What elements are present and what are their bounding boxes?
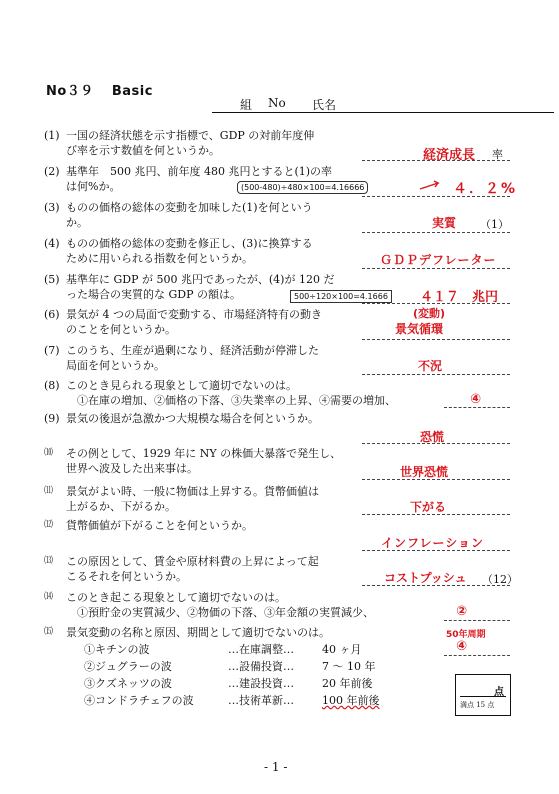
arrow-icon <box>418 179 448 191</box>
cycle-row <box>84 692 380 709</box>
question-number: (4) <box>44 237 60 250</box>
question-number: ⑽ <box>44 448 54 458</box>
answer-4: ＧＤＰデフレーター <box>380 253 497 267</box>
cycle-cause: …在庫調整… <box>228 643 294 656</box>
question-text: は何%か。 <box>66 180 121 193</box>
calculation-note: (500-480)÷480×100=4.16666 <box>237 181 368 194</box>
question-text: このうち、生産が過剰になり、経済活動が停滞した <box>66 344 319 357</box>
answer-3: 実質 <box>432 216 457 230</box>
question-text: った場合の実質的な GDP の額は。 <box>66 288 241 301</box>
worksheet-number: No３９ <box>46 84 94 99</box>
question-number: ⑿ <box>44 520 54 530</box>
question-text: 世界へ波及した出来事は。 <box>66 462 198 475</box>
answer-1-suffix: 率 <box>492 148 503 161</box>
question-text: ものの価格の総体の変動を修正し、(3)に換算する <box>66 237 313 250</box>
question-text: ものの価格の総体の変動を加味した(1)を何という <box>66 201 313 214</box>
answer-10: 世界恐慌 <box>400 465 449 479</box>
answer-5: ４１７ 兆円 <box>420 290 499 305</box>
question-text: 貨幣価値が下がることを何というか。 <box>66 519 253 532</box>
question-text: 局面を何というか。 <box>66 359 165 372</box>
question-text: 一国の経済状態を示す指標で、GDP の対前年度伸 <box>66 129 315 142</box>
answer-line <box>444 655 510 656</box>
score-max-label: 満点 15 点 <box>460 701 495 709</box>
name-label: 氏名 <box>312 98 337 112</box>
question-text: この原因として、賃金や原材料費の上昇によって起 <box>66 555 319 568</box>
cycle-row <box>84 658 376 675</box>
question-number: (2) <box>44 165 60 178</box>
question-text: 景気がよい時、一般に物価は上昇する。貨幣価値は <box>66 485 319 498</box>
name-field-row <box>212 95 554 113</box>
cycle-cause: …技術革新… <box>228 694 294 707</box>
cycle-period: 40 ヶ月 <box>322 643 362 656</box>
cycle-row <box>84 641 362 658</box>
answer-line <box>362 339 510 340</box>
question-number: (8) <box>44 379 60 392</box>
answer-13: コストプッシュ <box>384 571 467 585</box>
question-text: び率を示す数値を何というか。 <box>66 144 220 157</box>
question-text: このとき起こる現象として適切でないのは。 <box>66 591 286 604</box>
answer-line <box>362 232 510 233</box>
question-number: (5) <box>44 273 60 286</box>
answer-line <box>444 620 510 621</box>
answer-6: 景気循環 <box>395 322 444 336</box>
answer-1: 経済成長 <box>423 148 476 163</box>
question-number: ⒂ <box>44 627 54 637</box>
cycle-name: ①キチンの波 <box>84 643 150 656</box>
question-number: (9) <box>44 412 60 425</box>
class-label: 組 <box>240 98 253 112</box>
cycle-row <box>84 675 373 692</box>
question-text: 景気変動の名称と原因、期間として適切でないのは。 <box>66 626 330 639</box>
answer-12: インフレーション <box>381 536 485 550</box>
score-box <box>455 674 511 716</box>
question-number: (7) <box>44 344 60 357</box>
page-number: - 1 - <box>264 760 288 774</box>
question-text: ために用いられる指数を何というか。 <box>66 252 253 265</box>
worksheet-title <box>46 80 153 99</box>
question-number: ⑾ <box>44 486 54 496</box>
question-options: ①預貯金の実質減少、②物価の下落、③年金額の実質減少、 <box>66 606 374 619</box>
cycle-name: ②ジュグラーの波 <box>84 660 172 673</box>
answer-6-note: (変動) <box>413 307 446 320</box>
question-number: ⒁ <box>44 592 54 602</box>
worksheet-level: Basic <box>111 84 153 99</box>
question-text: 上がるか、下がるか。 <box>66 500 176 513</box>
answer-line <box>362 374 510 375</box>
answer-2: ４．２% <box>453 181 518 197</box>
question-text: か。 <box>66 216 88 229</box>
question-text: のことを何というか。 <box>66 323 176 336</box>
answer-11: 下がる <box>410 500 447 514</box>
answer-9: 恐慌 <box>420 430 445 444</box>
question-text: 基準年に GDP が 500 兆円であったが、(4)が 120 だ <box>66 273 335 286</box>
question-number: (1) <box>44 129 60 142</box>
answer-3-suffix: （1） <box>480 218 509 231</box>
answer-14: ② <box>456 604 468 619</box>
answer-15-note: 50年周期 <box>446 630 486 640</box>
question-options: ①在庫の増加、②価格の下落、③失業率の上昇、④需要の増加、 <box>66 394 396 407</box>
cycle-period: 7 ～ 10 年 <box>322 660 376 673</box>
question-number: ⒀ <box>44 556 54 566</box>
answer-15: ④ <box>456 639 468 654</box>
no-label: No <box>268 96 286 110</box>
cycle-cause: …建設投資… <box>228 677 294 690</box>
question-text: こるそれを何というか。 <box>66 570 187 583</box>
score-divider <box>460 696 506 697</box>
question-number: (6) <box>44 308 60 321</box>
question-text: その例として、1929 年に NY の株価大暴落で発生し、 <box>66 447 342 460</box>
cycle-name: ④コンドラチェフの波 <box>84 694 194 707</box>
answer-8: ④ <box>470 392 482 407</box>
question-text: このとき見られる現象として適切でないのは。 <box>66 379 297 392</box>
cycle-table <box>84 641 380 709</box>
question-text: 景気が 4 つの局面で変動する、市場経済特有の動き <box>66 308 322 321</box>
question-number: (3) <box>44 201 60 214</box>
answer-line <box>444 407 510 408</box>
cycle-cause: …設備投資… <box>228 660 294 673</box>
cycle-period: 100 年前後 <box>322 694 380 707</box>
answer-7: 不況 <box>418 359 443 373</box>
question-text: 景気の後退が急激かつ大規模な場合を何というか。 <box>66 412 319 425</box>
question-text: 基準年 500 兆円、前年度 480 兆円とすると(1)の率 <box>66 165 333 178</box>
answer-line <box>362 268 510 269</box>
calculation-note: 500÷120×100=4.1666 <box>290 290 392 303</box>
cycle-period: 20 年前後 <box>322 677 373 690</box>
score-point-label: 点 <box>494 687 504 698</box>
cycle-name: ③クズネッツの波 <box>84 677 172 690</box>
answer-13-suffix: （12） <box>482 573 518 586</box>
